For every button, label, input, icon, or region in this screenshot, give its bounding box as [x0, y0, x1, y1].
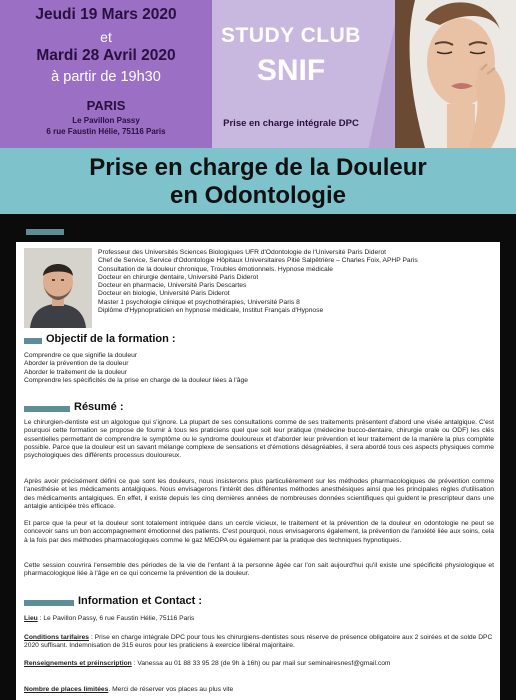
event-date-1: Jeudi 19 Mars 2020: [35, 6, 177, 23]
credential-line: Docteur en biologie, Université Paris Diderot: [98, 290, 230, 298]
info-heading: Information et Contact :: [78, 595, 203, 607]
credential-line: Docteur en pharmacie, Université Paris Descartes: [98, 282, 247, 290]
event-city: PARIS: [86, 98, 126, 113]
credential-line: Professeur des Universités Sciences Biologiques UFR d'Odontologie de l'Université Paris Diderot: [98, 249, 387, 256]
decorative-teal-bar: [26, 229, 64, 235]
speaker-portrait-illustration: [24, 248, 92, 328]
event-venue: Le Pavillon Passy: [72, 116, 140, 125]
inscription-label: Renseignements et préinscription: [24, 660, 132, 667]
course-title-band: [0, 148, 516, 214]
resume-paragraph-2: Après avoir précisément défini ce que sont les douleurs, nous insisterons plus particulièrement sur les méthodes pharmacologiques de prévention comme l'anesthésie et les médicaments antalgiques. Nous envisagerons l'intérêt des différentes méthodes anesthésiques ainsi que les principales règles d'utilisation des médicaments antalgiques. En effet, il existe depuis les cinq dernières années de nombreuses données scientifiques qui guident le prescripteur dans une antalgie anticipée très efficace.: [24, 478, 494, 510]
resume-paragraph-3: Et parce que la peur et la douleur sont totalement intriquée dans un cercle vicieux, le traitement et la prévention de la douleur en odontologie ne peut se concevoir sans un bon accompagnement émotionnel des patients. C'est pourquoi, nous envisagerons également, la prévention de l'anxiété liée aux soins, cela à la fois par des méthodes pharmacologiques comme le gaz MEOPA ou également par la pratique des techniques hypnotiques.: [24, 520, 494, 544]
course-title-line-1: Prise en charge de la Douleur: [89, 154, 427, 181]
info-inscription: [24, 660, 494, 668]
speaker-photo: [24, 248, 92, 328]
course-content-panel: [16, 242, 500, 700]
objectif-heading: Objectif de la formation :: [46, 333, 176, 345]
info-lieu: [24, 615, 494, 623]
dpc-label: Prise en charge intégrale DPC: [223, 118, 359, 129]
study-club-label: STUDY CLUB: [221, 24, 361, 47]
date-connector: et: [100, 29, 112, 45]
section-marker: [24, 600, 74, 606]
event-header: [0, 0, 516, 148]
resume-heading: Résumé :: [74, 401, 124, 413]
list-item: Aborder le traitement de la douleur: [24, 368, 127, 376]
list-item: Comprendre les spécificités de la prise en charge de la douleur liées à l'âge: [24, 376, 248, 384]
places-text: . Merci de réserver vos places au plus vite: [108, 686, 234, 693]
places-label: Nombre de places limitées: [24, 686, 109, 693]
tarifs-text: : Prise en charge intégrale DPC pour tous les chirurgiens-dentistes sous réserve de présence obligatoire aux 2 soirées et de solde DPC 2020 suffisant. Indemnisation de 315 euros pour les praticiens à exercice libéral majoritaire.: [24, 634, 493, 650]
brand-logo-text: SNIF: [256, 54, 326, 87]
credential-line: Master 1 psychologie clinique et psychothérapies, Université Paris 8: [98, 298, 300, 306]
list-item: Aborder la prévention de la douleur: [24, 360, 129, 368]
event-time: à partir de 19h30: [51, 69, 161, 85]
toothache-photo: [395, 0, 516, 148]
lieu-label: Lieu: [24, 615, 38, 622]
event-date-2: Mardi 28 Avril 2020: [36, 47, 176, 64]
course-title-line-2: en Odontologie: [170, 182, 346, 209]
woman-with-toothache-illustration: [395, 0, 516, 148]
credential-line: Consultation de la douleur chronique, Troubles émotionnels. Hypnose médicale: [98, 265, 333, 273]
list-item: Comprendre ce que signifie la douleur: [24, 352, 138, 359]
tarifs-label: Conditions tarifaires: [24, 634, 90, 641]
info-tarifs: [24, 634, 494, 651]
event-dates-panel: [0, 0, 212, 148]
objectif-list: [24, 352, 494, 385]
resume-paragraph-4: Cette session couvrira l'ensemble des périodes de la vie de l'enfant à la personne âgée car l'on sait aujourd'hui qu'il existe une spécificité physiologique et pharmacologique liée à l'âge en ce qui concerne la prévention de la douleur.: [24, 562, 494, 578]
credential-line: Diplôme d'Hypnopraticien en hypnose médicale, Institut Français d'Hypnose: [98, 307, 324, 315]
event-address: 6 rue Faustin Hélie, 75116 Paris: [46, 127, 166, 136]
credential-line: Docteur en chirurgie dentaire, Université Paris Diderot: [98, 273, 259, 281]
inscription-text: : Vanessa au 01 88 33 95 28 (de 9h à 16h) ou par mail sur seminairesnesf@gmail.com: [131, 660, 391, 667]
resume-paragraph-1: Le chirurgien-dentiste est un algologue qui s'ignore. La plupart de ses consultations comme de ses traitements présentent d'abord une visée antalgique. C'est pourquoi cette formation se propose de fournir à tous les praticiens quel que soit leur pratique (médecine bucco-dentaire, chirurgie orale ou ODF) les clés essentielles permettant de comprendre le symptôme ou le syndrome douloureux et d'aborder leur prévention et leur traitement de la manière la plus complète possible. Parce que la douleur est un savant mélange complexe de sensations et d'émotions désagréables, il sera abordé tous ces aspects physiques comme psychologiques des différents processus douloureux.: [24, 419, 494, 460]
section-marker: [24, 406, 70, 412]
info-places: [24, 686, 494, 694]
credential-line: Chef de Service, Service d'Odontologie Hôpitaux Universitaires Pitié Salpêtrière – Charles Foix, APHP Paris: [98, 257, 418, 265]
section-marker: [24, 338, 42, 344]
lieu-text: : Le Pavillon Passy, 6 rue Faustin Hélie, 75116 Paris: [37, 615, 195, 622]
speaker-credentials: [98, 249, 498, 315]
